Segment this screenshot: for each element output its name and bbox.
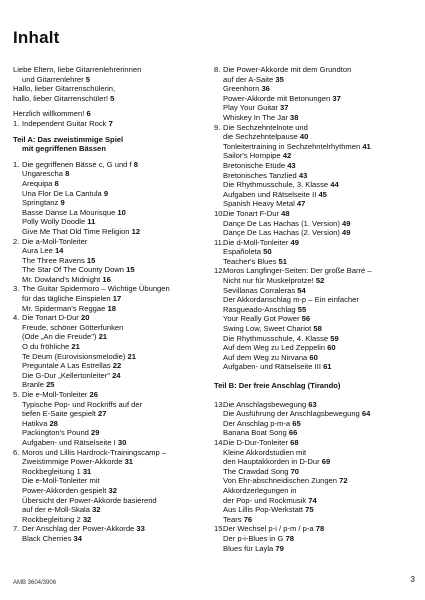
- toc-entry: [13, 352, 203, 362]
- toc-entry: [214, 314, 404, 324]
- page-ref: 24: [112, 370, 121, 380]
- entry-title: Übersicht der Power-Akkorde basierend: [22, 495, 157, 505]
- entry-title: The Guitar Spidermoro – Wichtige Übungen: [22, 284, 170, 294]
- entry-title: Teil A: Das zweistimmige Spiel: [13, 134, 124, 144]
- page-ref: 70: [290, 466, 300, 476]
- page-ref: 6: [86, 109, 91, 119]
- toc-entry: [13, 323, 203, 333]
- entry-title: Die Anschlagsbewegung: [223, 399, 307, 409]
- page-ref: 41: [362, 141, 371, 151]
- toc-entry: [214, 132, 404, 142]
- toc-entry: [214, 199, 404, 209]
- page-ref: 12: [131, 226, 141, 236]
- entry-title: und Gitarrenlehrer: [22, 74, 84, 84]
- toc-entry: [214, 438, 404, 448]
- entry-title: Dançe De Las Hachas (2. Version): [223, 228, 340, 238]
- page-ref: 54: [297, 285, 306, 295]
- entry-title: Blues für Layla: [223, 543, 274, 553]
- chapter-number: 5.: [13, 390, 20, 399]
- page-ref: 32: [108, 485, 117, 495]
- toc-column-right: [214, 65, 404, 553]
- entry-title: Power-Akkorden gespielt: [22, 485, 107, 495]
- toc-entry: [13, 428, 203, 438]
- toc-entry: [214, 467, 404, 477]
- entry-title: Der Anschlag der Power-Akkorde: [22, 524, 135, 534]
- toc-entry: [214, 151, 404, 161]
- toc-entry: [13, 265, 203, 275]
- entry-title: Der p-i-Blues in G: [223, 533, 284, 543]
- page-ref: 31: [124, 457, 134, 467]
- toc-entry: [214, 409, 404, 419]
- toc-entry: [13, 217, 203, 227]
- toc-entry: [13, 457, 203, 467]
- entry-title: Aura Lee: [22, 246, 53, 256]
- entry-title: Auf dem Weg zu Nirvana: [223, 352, 308, 362]
- toc-entry: [214, 65, 404, 75]
- page-ref: 10: [117, 207, 126, 217]
- toc-entry: [214, 247, 404, 257]
- toc-entry: [13, 84, 203, 94]
- chapter-number: 11.: [214, 237, 224, 247]
- entry-title: Zweistimmige Power-Akkorde: [22, 457, 123, 467]
- entry-title: Der Anschlag p-m-a: [223, 418, 291, 428]
- toc-entry: [13, 313, 203, 323]
- toc-entry: [13, 486, 203, 496]
- page-ref: 66: [288, 428, 298, 438]
- footer-code: AMB 3604/3906: [13, 580, 57, 586]
- entry-title: (Ode „An die Freude"): [22, 332, 97, 342]
- page-ref: 72: [339, 476, 348, 486]
- page-ref: 52: [315, 276, 325, 286]
- toc-entry: [214, 228, 404, 238]
- page-ref: 33: [136, 524, 145, 534]
- page-ref: 30: [117, 437, 127, 447]
- chapter-number: 7.: [13, 524, 20, 534]
- entry-title: auf der A-Saite: [223, 74, 274, 84]
- entry-title: Typische Pop- und Rockriffs auf der: [22, 399, 143, 409]
- toc-entry: [214, 305, 404, 315]
- toc-entry: [214, 353, 404, 363]
- page-ref: 15: [86, 255, 96, 265]
- page-ref: 34: [73, 533, 82, 543]
- toc-entry: [214, 515, 404, 525]
- entry-title: Tonleitertraining in Sechzehntelrhythmen: [223, 141, 361, 151]
- entry-title: Basse Danse La Mourisque: [22, 207, 116, 217]
- section-heading: [13, 144, 203, 154]
- page-ref: 43: [287, 160, 296, 170]
- page-ref: 44: [330, 180, 339, 190]
- entry-title: Moros und Lillis Hardrock-Trainingscamp –: [22, 447, 167, 457]
- page-ref: 60: [327, 343, 336, 353]
- toc-entry: [13, 361, 203, 371]
- section-heading: [13, 135, 203, 145]
- toc-entry: [13, 179, 203, 189]
- toc-entry: [214, 142, 404, 152]
- entry-title: Liebe Eltern, liebe Gitarrenlehrerinnen: [13, 65, 142, 74]
- toc-entry: [214, 219, 404, 229]
- toc-entry: [13, 94, 203, 104]
- toc-entry: [214, 180, 404, 190]
- entry-title: Independent Guitar Rock: [22, 118, 107, 128]
- chapter-number: 15.: [214, 524, 225, 534]
- page-ref: 68: [290, 437, 299, 447]
- entry-title: der Pop- und Rockmusik: [223, 495, 307, 505]
- page-ref: 74: [308, 495, 317, 505]
- page-ref: 78: [285, 533, 294, 543]
- page-ref: 60: [309, 352, 318, 362]
- entry-title: O du fröhliche: [22, 342, 70, 352]
- page-ref: 49: [342, 228, 351, 238]
- page-ref: 20: [80, 313, 90, 323]
- entry-title: Hatikva: [22, 418, 48, 428]
- page-ref: 61: [323, 362, 332, 372]
- entry-title: Play Your Guitar: [223, 103, 278, 113]
- toc-entry: [13, 409, 203, 419]
- entry-title: Die Rhythmusschule, 4. Klasse: [223, 333, 329, 343]
- chapter-number: 1.: [13, 159, 20, 169]
- entry-title: tiefen E-Saite gespielt: [22, 409, 96, 419]
- page-ref: 15: [126, 265, 135, 275]
- toc-entry: [13, 467, 203, 477]
- entry-title: Von Ehr-abschneidischen Zungen: [223, 476, 337, 486]
- toc-entry: [13, 275, 203, 285]
- page-ref: 65: [292, 418, 301, 428]
- entry-title: Die gegriffenen Bässe c, G und f: [22, 159, 132, 169]
- toc-entry: [214, 123, 404, 133]
- page-ref: 42: [282, 151, 292, 161]
- entry-title: Dançe De Las Hachas (1. Version): [223, 218, 340, 228]
- page-ref: 8: [133, 159, 138, 169]
- toc-entry: [13, 534, 203, 544]
- toc-entry: [13, 109, 203, 119]
- chapter-number: 2.: [13, 236, 20, 246]
- page-ref: 9: [103, 188, 109, 198]
- toc-entry: [214, 505, 404, 515]
- toc-entry: [13, 246, 203, 256]
- entry-title: Una Flor De La Cantula: [22, 188, 102, 198]
- entry-title: Black Cherries: [22, 533, 72, 543]
- toc-entry: [13, 169, 203, 179]
- toc-entry: [13, 198, 203, 208]
- page-ref: 14: [54, 246, 64, 256]
- chapter-number: 9.: [214, 122, 221, 132]
- page-title: Inhalt: [13, 28, 60, 47]
- page-ref: 40: [299, 132, 309, 142]
- entry-title: Give Me That Old Time Religion: [22, 226, 130, 236]
- page-ref: 36: [261, 84, 270, 94]
- page-ref: 25: [46, 380, 55, 390]
- page-ref: 56: [301, 314, 311, 324]
- chapter-number: 3.: [13, 284, 20, 294]
- toc-entry: [214, 362, 404, 372]
- entry-title: Mr. Dowland's Midnight: [22, 274, 101, 284]
- page-ref: 29: [91, 428, 100, 438]
- page-ref: 31: [82, 466, 92, 476]
- toc-entry: [13, 419, 203, 429]
- entry-title: Die e-Moll-Tonleiter: [22, 390, 88, 399]
- entry-title: Rasgueado-Anschlag: [223, 304, 296, 314]
- entry-title: Polly Wolly Doodle: [22, 217, 86, 227]
- page-ref: 35: [275, 74, 284, 84]
- toc-entry: [214, 343, 404, 353]
- entry-title: Preguntale A Las Estrellas: [22, 361, 111, 371]
- toc-entry: [13, 284, 203, 294]
- entry-title: Die D-Dur-Tonleiter: [223, 437, 288, 447]
- entry-title: Banana Boat Song: [223, 428, 287, 438]
- entry-title: mit gegriffenen Bässen: [22, 144, 106, 154]
- page-ref: 26: [89, 390, 98, 399]
- toc-entry: [214, 190, 404, 200]
- toc-entry: [13, 65, 203, 75]
- page-ref: 51: [278, 256, 287, 266]
- entry-title: Rockbegleitung 2: [22, 514, 81, 524]
- entry-title: Tears: [223, 514, 242, 524]
- toc-entry: [13, 304, 203, 314]
- toc-entry: [13, 380, 203, 390]
- page-ref: 8: [65, 169, 70, 179]
- entry-title: Rockbegleitung 1: [22, 466, 81, 476]
- entry-title: Akkordzerlegungen in: [223, 485, 297, 495]
- chapter-number: 14.: [214, 437, 225, 447]
- toc-entry: [214, 238, 404, 248]
- entry-title: auf der e-Moll-Skala: [22, 505, 90, 515]
- entry-title: Swing Low, Sweet Chariot: [223, 324, 312, 334]
- chapter-number: 4.: [13, 313, 20, 323]
- page-ref: 69: [321, 457, 331, 467]
- page-ref: 16: [102, 274, 111, 284]
- entry-title: Branle: [22, 380, 44, 390]
- entry-title: Packington's Pound: [22, 428, 89, 438]
- toc-entry: [13, 237, 203, 247]
- entry-title: Aufgaben und Rätselseite II: [223, 189, 317, 199]
- entry-title: Die Tonart D-Dur: [22, 313, 79, 323]
- entry-title: Sevillanas Corraleras: [223, 285, 296, 295]
- entry-title: Teil B: Der freie Anschlag (Tirando): [214, 381, 341, 390]
- page-ref: 32: [92, 505, 101, 515]
- toc-entry: [13, 189, 203, 199]
- entry-title: Sailor's Hornpipe: [223, 151, 281, 161]
- toc-entry: [13, 496, 203, 506]
- page-ref: 5: [85, 74, 90, 84]
- toc-entry: [13, 390, 203, 400]
- page-ref: 22: [112, 361, 122, 371]
- toc-entry: [214, 286, 404, 296]
- toc-entry: [13, 256, 203, 266]
- page-ref: 21: [71, 342, 80, 352]
- toc-entry: [214, 496, 404, 506]
- toc-entry: [13, 227, 203, 237]
- entry-title: The Three Ravens: [22, 255, 85, 265]
- entry-title: Mr. Spiderman's Reggae: [22, 303, 106, 313]
- entry-title: Españoleta: [223, 247, 261, 257]
- page-ref: 49: [342, 218, 351, 228]
- entry-title: Die Power-Akkorde mit dem Grundton: [223, 65, 352, 74]
- toc-entry: [214, 544, 404, 554]
- toc-entry: [214, 94, 404, 104]
- toc-entry: [13, 400, 203, 410]
- toc-entry: [214, 334, 404, 344]
- chapter-number: 1.: [13, 118, 20, 128]
- toc-entry: [214, 476, 404, 486]
- entry-title: Die Sechzehntelnote und: [223, 122, 308, 132]
- page-ref: 9: [60, 198, 65, 208]
- entry-title: für das tägliche Einspielen: [22, 294, 111, 304]
- entry-title: Your Really Got Power: [223, 314, 300, 324]
- entry-title: Aufgaben- und Rätselseite I: [22, 437, 116, 447]
- entry-title: Der Akkordanschlag m-p – Ein einfacher: [223, 295, 359, 305]
- toc-entry: [13, 160, 203, 170]
- page-ref: 75: [305, 505, 314, 515]
- toc-entry: [214, 161, 404, 171]
- entry-title: Arequipa: [22, 178, 53, 188]
- page-ref: 7: [108, 118, 113, 128]
- toc-entry: [214, 324, 404, 334]
- entry-title: Freude, schöner Götterfunken: [22, 322, 124, 332]
- entry-title: den Hauptakkorden in D-Dur: [223, 457, 320, 467]
- page-ref: 37: [332, 93, 341, 103]
- chapter-number: 13.: [214, 399, 225, 409]
- toc-entry: [13, 448, 203, 458]
- entry-title: The Crawdad Song: [223, 466, 289, 476]
- entry-title: Whiskey In The Jar: [223, 112, 288, 122]
- entry-title: Die a-Moll-Tonleiter: [22, 236, 88, 246]
- spacer: [214, 391, 404, 400]
- toc-entry: [13, 505, 203, 515]
- toc-column-left: [13, 65, 203, 544]
- entry-title: Greenhorn: [223, 84, 260, 94]
- toc-entry: [214, 524, 404, 534]
- page-ref: 5: [110, 93, 115, 103]
- entry-title: Herzlich willkommen!: [13, 109, 85, 119]
- entry-title: Bretonische Etüde: [223, 160, 286, 170]
- entry-title: Teacher's Blues: [223, 256, 277, 266]
- page-ref: 59: [330, 333, 339, 343]
- entry-title: Die Ausführung der Anschlagsbewegung: [223, 409, 360, 419]
- page-ref: 55: [297, 304, 307, 314]
- page-ref: 21: [127, 351, 136, 361]
- toc-entry: [214, 75, 404, 85]
- toc-entry: [214, 113, 404, 123]
- toc-entry: [214, 457, 404, 467]
- page-ref: 43: [298, 170, 308, 180]
- entry-title: Springtanz: [22, 198, 59, 208]
- toc-entry: [214, 257, 404, 267]
- page-ref: 47: [296, 199, 306, 209]
- page-ref: 50: [263, 247, 272, 257]
- toc-entry: [13, 371, 203, 381]
- toc-entry: [13, 294, 203, 304]
- entry-title: Bretonisches Tanzlied: [223, 170, 297, 180]
- toc-entry: [214, 209, 404, 219]
- page-number: 3: [410, 575, 415, 584]
- toc-entry: [214, 266, 404, 276]
- page-ref: 28: [49, 418, 58, 428]
- entry-title: Spanish Heavy Metal: [223, 199, 295, 209]
- toc-entry: [13, 75, 203, 85]
- entry-title: Power-Akkorde mit Betonungen: [223, 93, 331, 103]
- entry-title: The Star Of The County Down: [22, 265, 125, 275]
- entry-title: Die e-Moll-Tonleiter mit: [22, 476, 100, 486]
- page-ref: 27: [98, 409, 107, 419]
- entry-title: Die d-Moll-Tonleiter: [223, 237, 289, 247]
- toc-entry: [214, 295, 404, 305]
- page-ref: 48: [281, 208, 290, 218]
- page-ref: 8: [54, 178, 59, 188]
- entry-title: hallo, lieber Gitarrenschüler!: [13, 93, 108, 103]
- page-ref: 58: [313, 324, 322, 334]
- entry-title: Der Wechsel p-i / p-m / p-a: [223, 524, 314, 534]
- toc-entry: [214, 103, 404, 113]
- toc-entry: [214, 171, 404, 181]
- spacer: [214, 372, 404, 381]
- page-ref: 63: [308, 399, 317, 409]
- toc-entry: [13, 342, 203, 352]
- page-ref: 45: [318, 189, 327, 199]
- entry-title: Ungarescha: [22, 169, 63, 179]
- page-ref: 64: [361, 409, 371, 419]
- toc-entry: [13, 515, 203, 525]
- page-ref: 79: [275, 543, 284, 553]
- toc-entry: [13, 438, 203, 448]
- toc-entry: [214, 400, 404, 410]
- page-ref: 76: [243, 514, 253, 524]
- toc-entry: [214, 534, 404, 544]
- entry-title: Auf dem Weg zu Led Zeppelin: [223, 343, 326, 353]
- toc-entry: [214, 486, 404, 496]
- entry-title: Die Tonart F-Dur: [223, 208, 279, 218]
- entry-title: Die G-Dur „Kellertonleiter": [22, 370, 110, 380]
- entry-title: Moros Langfinger-Seiten: Der große Barré –: [223, 266, 372, 276]
- chapter-number: 8.: [214, 65, 221, 74]
- toc-entry: [214, 448, 404, 458]
- chapter-number: 6.: [13, 447, 20, 457]
- entry-title: Nicht nur für Muskelprotze!: [223, 276, 314, 286]
- entry-title: Hallo, lieber Gitarrenschülerin,: [13, 84, 116, 94]
- toc-entry: [214, 84, 404, 94]
- entry-title: Die Rhythmusschule, 3. Klasse: [223, 180, 329, 190]
- page-ref: 37: [280, 103, 289, 113]
- page-ref: 18: [107, 303, 116, 313]
- page-ref: 78: [315, 524, 325, 534]
- toc-entry: [13, 476, 203, 486]
- toc-entry: [13, 524, 203, 534]
- toc-entry: [13, 208, 203, 218]
- chapter-number: 12.: [214, 266, 225, 276]
- toc-entry: [13, 332, 203, 342]
- page-ref: 11: [87, 217, 96, 227]
- toc-entry: [214, 276, 404, 286]
- page-ref: 32: [82, 514, 92, 524]
- entry-title: Aus Lillis Pop-Werkstatt: [223, 505, 304, 515]
- section-heading: [214, 381, 404, 391]
- page-ref: 17: [112, 294, 122, 304]
- toc-entry: [214, 419, 404, 429]
- toc-entry: [214, 428, 404, 438]
- entry-title: Te Deum (Eurovisionsmelodie): [22, 351, 126, 361]
- page-ref: 49: [290, 237, 299, 247]
- entry-title: die Sechzehntelpause: [223, 132, 298, 142]
- page-ref: 38: [289, 112, 299, 122]
- entry-title: Aufgaben- und Rätselseite III: [223, 362, 321, 372]
- entry-title: Kleine Akkordstudien mit: [223, 447, 307, 457]
- page-ref: 21: [98, 332, 108, 342]
- chapter-number: 10.: [214, 208, 225, 218]
- toc-entry: [13, 119, 203, 129]
